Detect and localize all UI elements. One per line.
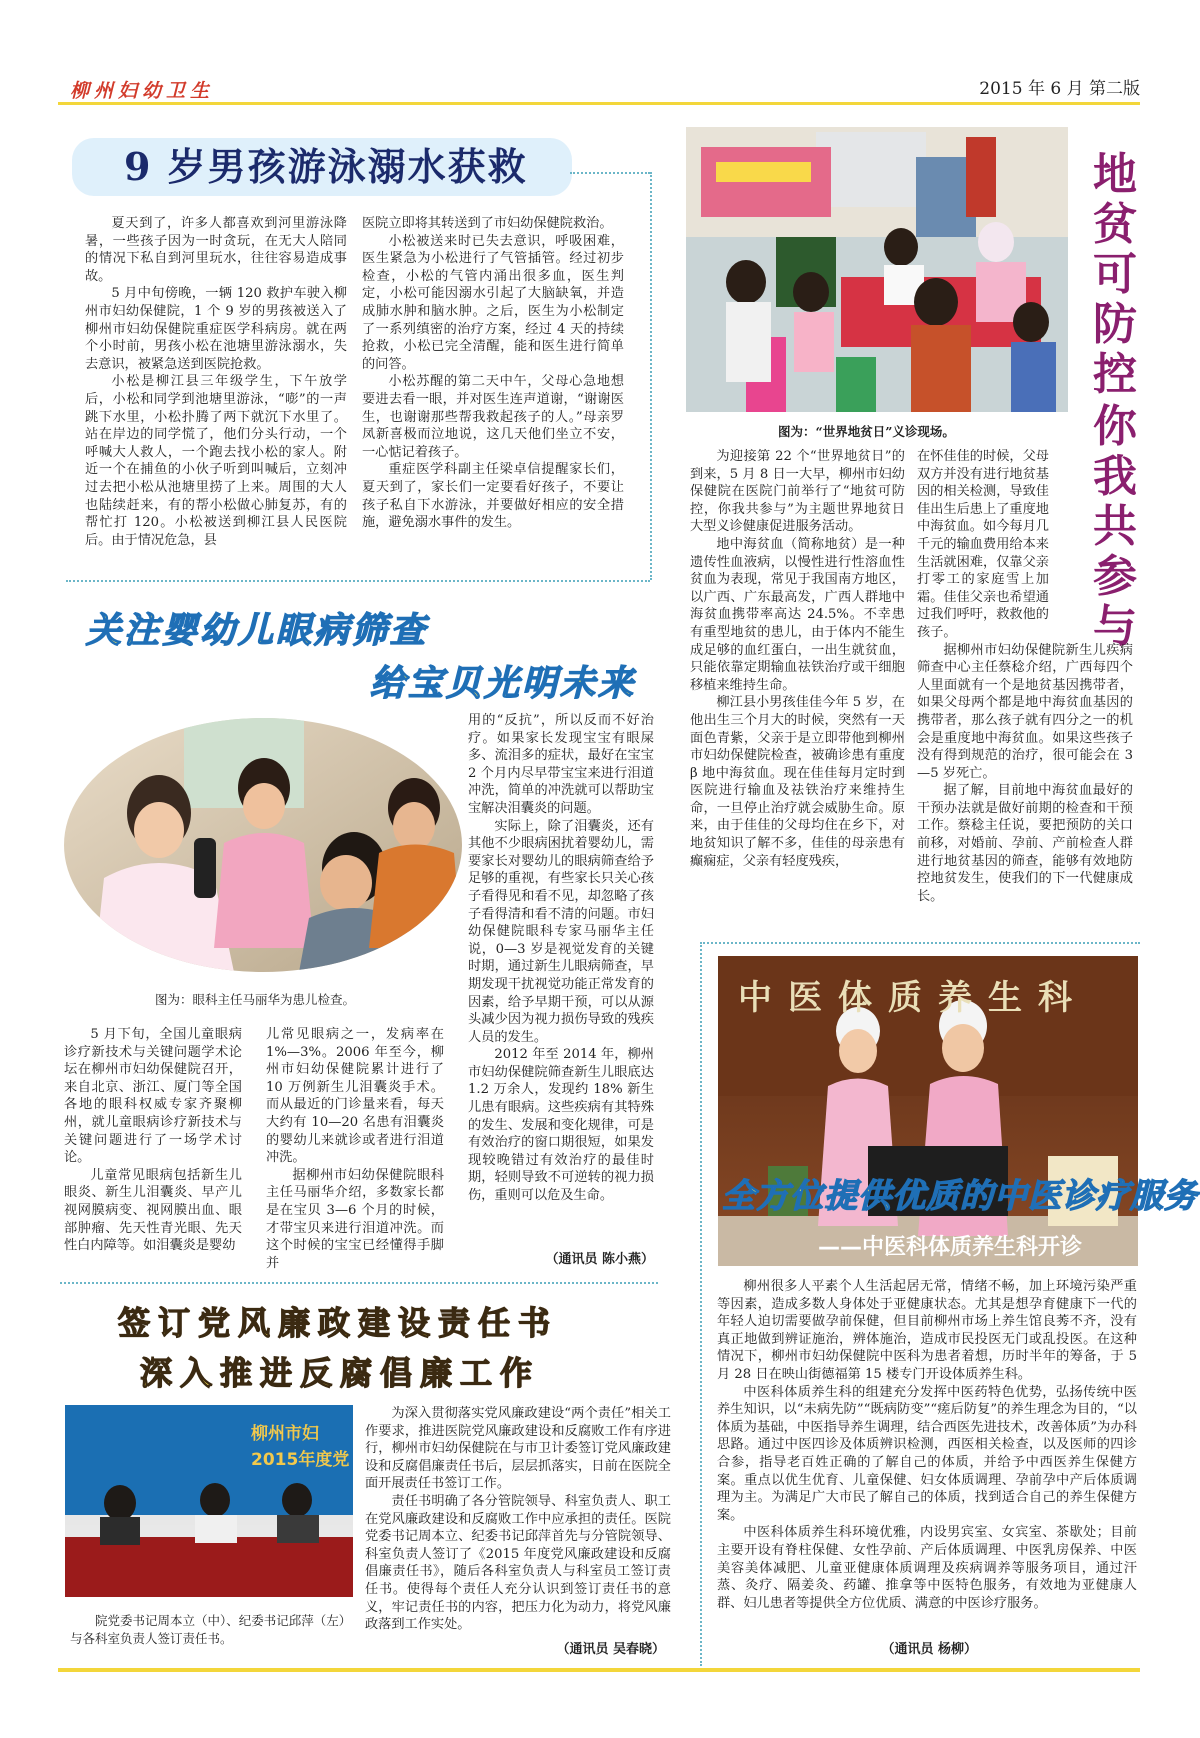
paragraph: 实际上，除了泪囊炎，还有其他不少眼病困扰着婴幼儿，需要家长对婴幼儿的眼病筛查给予足够的重视，有些家长只关心孩子看得见和看不见，却忽略了孩子看得清和看不清的问题。市妇幼保健院眼科专家马丽华主任说，0—3 岁是视觉发育的关键时期，通过新生儿眼病筛查，早期发现干扰视觉功能正常发育的因素，给予早期干预，可以从源头减少因为视力损伤导致的残疾人员的发生。 <box>468 818 654 1045</box>
article3-column-a <box>690 448 905 870</box>
article3-photo-caption: 图为：“世界地贫日”义诊现场。 <box>778 424 955 439</box>
article4-body <box>717 1278 1137 1612</box>
signing-photo-banner-1: 柳州市妇 <box>251 1424 319 1444</box>
paragraph: 地中海贫血（简称地贫）是一种遗传性血液病，以慢性进行性溶血性贫血为表现，常见于我国南方地区，以广西、广东最高发，广西人群地中海贫血携带率高达 24.5%。不幸患有重型地贫的患儿，由于体内不能生成足够的血红蛋白，一出生就贫血，只能依靠定期输血祛铁治疗或干细胞移植来维持生命。 <box>690 536 905 693</box>
paragraph: 小松被送来时已失去意识，呼吸困难，医生紧急为小松进行了气管插管。经过初步检查，小松的气管内涌出很多血，医生判定，小松可能因溺水引起了大脑缺氧，并造成肺水肿和脑水肿。之后，医生为小松制定了一系列缜密的治疗方案，经过 4 天的持续抢救，小松已完全清醒，能和医生进行简单的问答。 <box>362 233 624 372</box>
divider <box>60 1282 658 1284</box>
paragraph: 在怀佳佳的时候，父母双方并没有进行地贫基因的相关检测，导致佳佳出生后患上了重度地中海贫血。如今每月几千元的输血费用给本来生活就困难，仅靠父亲打零工的家庭雪上加霜。佳佳父亲也希望通过我们呼吁，救救他的孩子。 <box>917 449 1049 640</box>
article2-column-c <box>468 712 654 1205</box>
article4-subtitle: ——中医科体质养生科开诊 <box>818 1235 1083 1260</box>
article5-credit: （通讯员 吴春晓） <box>556 1642 665 1657</box>
tcm-clinic-photo <box>718 956 1138 1266</box>
paragraph: 柳江县小男孩佳佳今年 5 岁，在他出生三个月大的时候，突然有一天面色青紫，父亲于是立即带他到柳州市妇幼保健院检查，被确诊患有重度 β 地中海贫血。现在佳佳每月定时到医院进行输血及祛铁治疗来维持生命，一旦停止治疗就会威胁生命。原来，由于佳佳的父母均住在乡下，对地贫知识了解不多，佳佳的母亲患有癫痫症，父亲有轻度残疾， <box>690 695 905 869</box>
divider <box>66 580 650 582</box>
paragraph: 夏天到了，许多人都喜欢到河里游泳降暑，一些孩子因为一时贪玩，在无大人陪同的情况下私自到河里玩水，往往容易造成事故。 <box>85 216 347 284</box>
article3-title-part1: 地贫可防控 <box>1093 149 1137 400</box>
issue-date: 2015 年 6 月 第二版 <box>979 79 1140 99</box>
article1-column-1 <box>85 215 347 549</box>
article3-title-part2: 你我共参与 <box>1093 401 1137 652</box>
paragraph: 重症医学科副主任梁卓信提醒家长们，夏天到了，家长们一定要看好孩子，不要让孩子私自下水游泳，并要做好相应的安全措施，避免溺水事件的发生。 <box>362 462 624 531</box>
tcm-photo-sign: 中医体质养生科 <box>738 978 1088 1018</box>
paragraph: 据柳州市妇幼保健院新生儿疾病筛查中心主任蔡稔介绍，广西每四个人里面就有一个是地贫基因携带者，如果父母两个都是地中海贫血基因的携带者，那么孩子就有四分之一的机会是重度地中海贫血。如果这些孩子没有得到规范的治疗，很可能会在 3—5 岁死亡。 <box>917 642 1133 781</box>
thalassemia-clinic-photo <box>686 127 1068 412</box>
article4-credit: （通讯员 杨柳） <box>881 1642 977 1657</box>
article2-column-a <box>64 1026 242 1255</box>
article1-column-2 <box>362 215 624 532</box>
header-rule <box>58 102 1140 105</box>
paragraph: 中医科体质养生科环境优雅，内设男宾室、女宾室、茶歇处；目前主要开设有脊柱保健、女性孕前、产后体质调理、中医乳房保养、中医美容美体减肥、儿童亚健康体质调理及疾病调养等服务项目，通过汗蒸、灸疗、隔姜灸、药罐、推拿等中医特色服务，有效地为亚健康人群、妇儿患者等提供全方位优质、满意的中医诊疗服务。 <box>717 1525 1137 1611</box>
paragraph: 2012 年至 2014 年，柳州市妇幼保健院筛查新生儿眼底达 1.2 万余人，发现约 18% 新生儿患有眼病。这些疾病有其特殊的发生、发展和变化规律，可是有效治疗的窗口期很短，如果发现较晚错过有效治疗的最佳时期，轻则导致不可逆转的视力损伤，重则可以危及生命。 <box>468 1047 654 1204</box>
paragraph: 小松苏醒的第二天中午，父母心急地想要进去看一眼，并对医生连声道谢，“谢谢医生，也谢谢那些帮我救起孩子的人。”母亲罗凤新喜极而泣地说，这几天他们坐立不安，一心惦记着孩子。 <box>362 374 624 460</box>
signing-photo-banner-2: 2015年度党 <box>251 1450 350 1470</box>
paragraph: 小松是柳江县三年级学生，下午放学后，小松和同学到池塘里游泳，“嘭”的一声跳下水里，小松扑腾了两下就沉下水里了。站在岸边的同学慌了，他们分头行动，一个呼喊大人救人，一个跑去找小松的家人。附近一个在捕鱼的小伙子听到叫喊后，立刻冲过去把小松从池塘里捞了上来。周围的大人也陆续赶来，有的帮小松做心肺复苏，有的帮忙打 120。小松被送到柳江县人民医院后。由于情况危急，县 <box>85 374 347 548</box>
article2-title-line2: 给宝贝光明未来 <box>370 663 637 704</box>
divider <box>570 172 650 174</box>
article1-title: 9 岁男孩游泳溺水获救 <box>72 138 572 196</box>
footer-rule <box>58 1668 1140 1672</box>
signing-photo <box>65 1405 353 1597</box>
divider <box>700 942 1140 944</box>
article2-photo-caption: 图为：眼科主任马丽华为患儿检查。 <box>155 992 356 1007</box>
article2-column-b <box>266 1026 444 1272</box>
paragraph: 用的“反抗”，所以反而不好治疗。如果家长发现宝宝有眼屎多、流泪多的症状，最好在宝宝 2 个月内尽早带宝宝来进行泪道冲洗，简单的冲洗就可以帮助宝宝解决泪囊炎的问题。 <box>468 713 654 816</box>
paragraph: 医院立即将其转送到了市妇幼保健院救治。 <box>362 216 613 231</box>
article2-title-line1: 关注婴幼儿眼病筛查 <box>86 610 429 651</box>
paragraph: 5 月下旬，全国儿童眼病诊疗新技术与关键问题学术论坛在柳州市妇幼保健院召开，来自北京、浙江、厦门等全国各地的眼科权威专家齐聚柳州，就儿童眼病诊疗新技术与关键问题进行了一场学术讨论。 <box>64 1027 242 1166</box>
paragraph: 据柳州市妇幼保健院眼科主任马丽华介绍，多数家长都是在宝贝 3—6 个月的时候，才带宝贝来进行泪道冲洗。而这个时候的宝宝已经懂得手脚并 <box>266 1167 444 1271</box>
article2-credit: （通讯员 陈小燕） <box>545 1252 654 1267</box>
publication-name: 柳州妇幼卫生 <box>70 80 215 102</box>
paragraph: 儿童常见眼病包括新生儿眼炎、新生儿泪囊炎、早产儿视网膜病变、视网膜出血、眼部肿瘤、先天性青光眼、先天性白内障等。如泪囊炎是婴幼 <box>64 1167 242 1254</box>
article5-photo-caption: 院党委书记周本立（中）、纪委书记邱萍（左）与各科室负责人签订责任书。 <box>70 1613 346 1646</box>
article4-banner: 全方位提供优质的中医诊疗服务 <box>722 1176 1198 1215</box>
paragraph: 为深入贯彻落实党风廉政建设“两个责任”相关工作要求，推进医院党风廉政建设和反腐败工作有序进行，柳州市妇幼保健院在与市卫计委签订党风廉政建设和反腐倡廉责任书后，层层抓落实，日前在医院全面开展责任书签订工作。 <box>365 1406 671 1492</box>
paragraph: 5 月中旬傍晚，一辆 120 救护车驶入柳州市妇幼保健院，1 个 9 岁的男孩被送入了柳州市妇幼保健院重症医学科病房。就在两个小时前，男孩小松在池塘里游泳溺水，失去意识，被紧急送到医院抢救。 <box>85 286 347 372</box>
article3-column-b <box>917 448 1133 905</box>
paragraph: 中医科体质养生科的组建充分发挥中医药特色优势，弘扬传统中医养生知识，以“未病先防”“既病防变”“瘥后防复”的养生理念为目的，“以体质为基础，中医指导养生调理，结合西医先进技术，改善体质”为办科思路。通过中医四诊及体质辨识检测，西医相关检查，以及医师的四诊合参，指导老百姓正确的了解自己的体质，并给予中西医养生保健方案。重点以优生优育、儿童保健、妇女体质调理、孕前孕中产后体质调理为主。为满足广大市民了解自己的体质，找到适合自己的养生保健方案。 <box>717 1384 1137 1523</box>
paragraph: 责任书明确了各分管院领导、科室负责人、职工在党风廉政建设和反腐败工作中应承担的责任。医院党委书记周本立、纪委书记邱萍首先与分管院领导、科室负责人签订了《2015 年度党风廉政建设和反腐倡廉责任书》，随后各科室负责人与科室员工签订责任书。使得每个责任人充分认识到签订责任书的意义，牢记责任书的内容，把压力化为动力，将党风廉政落到工作实处。 <box>365 1493 671 1633</box>
paragraph: 儿常见眼病之一，发病率在 1%—3%。2006 年至今，柳州市妇幼保健院累计进行了 10 万例新生儿泪囊炎手术。而从最近的门诊量来看，每天大约有 10—20 名患有泪囊炎的婴幼儿来就诊或者进行泪道冲洗。 <box>266 1027 444 1166</box>
divider <box>700 942 702 1666</box>
divider <box>650 172 652 580</box>
article5-title-line2: 深入推进反腐倡廉工作 <box>140 1354 541 1392</box>
paragraph: 为迎接第 22 个“世界地贫日”的到来，5 月 8 日一大早，柳州市妇幼保健院在医院门前举行了“地贫可防控，你我共参与”为主题世界地贫日大型义诊健康促进服务活动。 <box>690 449 905 535</box>
article5-body <box>365 1405 671 1634</box>
paragraph: 据了解，目前地中海贫血最好的干预办法就是做好前期的检查和干预工作。蔡稔主任说，要把预防的关口前移，对婚前、孕前、产前检查人群进行地贫基因的筛查，能够有效地防控地贫发生，使我们的下一代健康成长。 <box>917 783 1133 904</box>
paragraph: 柳州很多人平素个人生活起居无常，情绪不畅，加上环境污染严重等因素，造成多数人身体处于亚健康状态。尤其是想孕育健康下一代的年轻人迫切需要做孕前保健，但目前柳州市场上养生馆良莠不齐，没有真正地做到辨证施治，辨体施治，造成市民投医无门或乱投医。在这种情况下，柳州市妇幼保健院中医科为患者着想，历时半年的筹备，于 5 月 28 日在映山街德福第 15 楼专门开设体质养生科。 <box>717 1279 1137 1382</box>
article5-title-line1: 签订党风廉政建设责任书 <box>118 1304 559 1342</box>
eye-exam-photo <box>64 718 462 972</box>
